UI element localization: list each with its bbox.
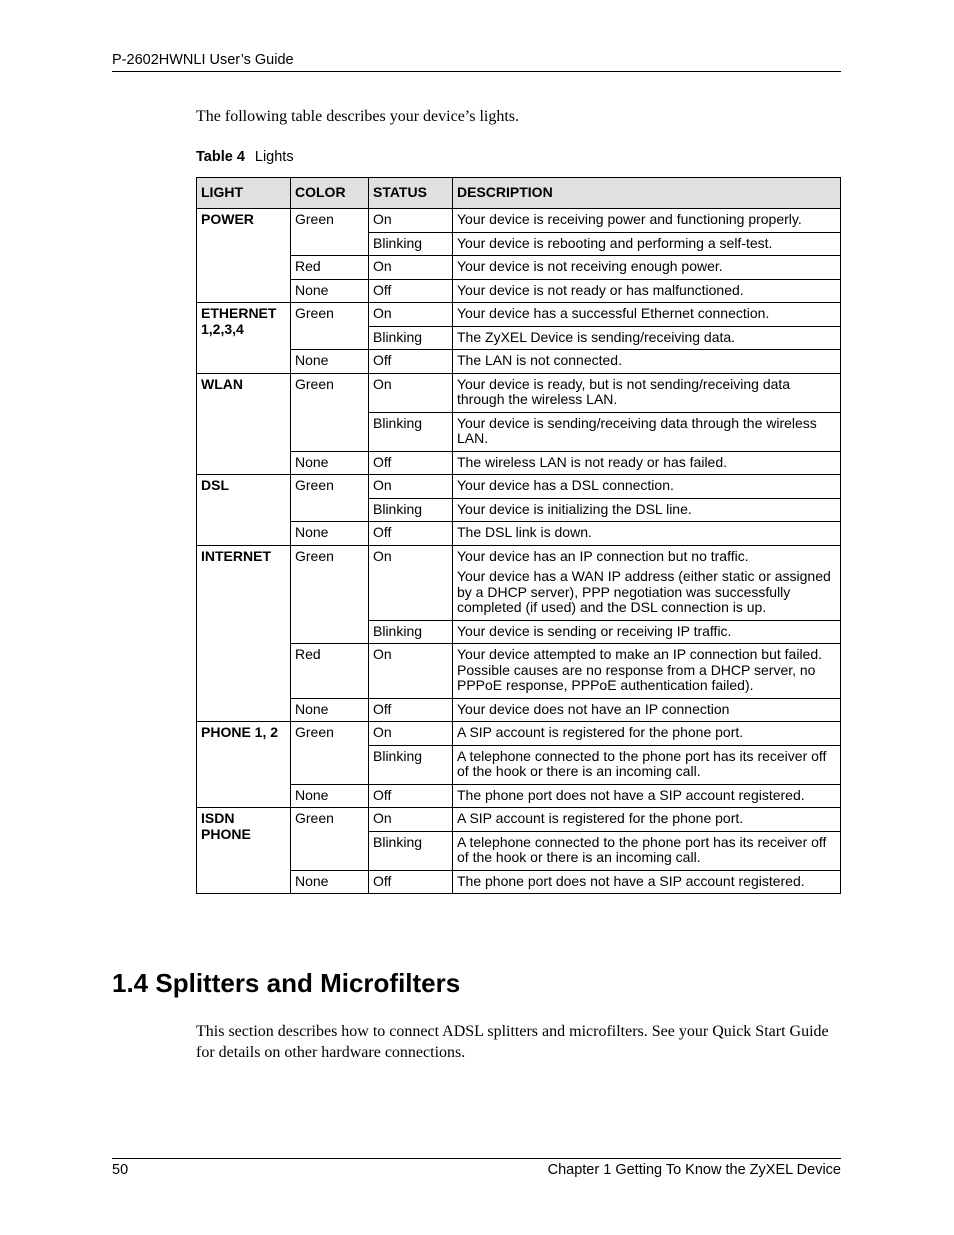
- color-cell: Green: [291, 209, 369, 256]
- table-row: [197, 256, 841, 280]
- table-row: [197, 644, 841, 699]
- description-cell: [453, 350, 841, 374]
- status-cell: Blinking: [369, 326, 453, 350]
- table-row: [197, 870, 841, 894]
- table-row: [197, 303, 841, 327]
- status-cell: Off: [369, 350, 453, 374]
- table-row: [197, 475, 841, 499]
- status-cell: Off: [369, 451, 453, 475]
- table-row: [197, 522, 841, 546]
- table-row: [197, 451, 841, 475]
- color-cell: Red: [291, 644, 369, 699]
- description-cell: [453, 451, 841, 475]
- status-cell: Off: [369, 784, 453, 808]
- table-row: [197, 350, 841, 374]
- header-status: STATUS: [369, 178, 453, 209]
- description-text: Your device attempted to make an IP connection but failed. Possible causes are no response from a DHCP server, no PPPoE response, PPPoE authentication failed).: [457, 646, 823, 693]
- footer-chapter-title: Chapter 1 Getting To Know the ZyXEL Device: [547, 1162, 841, 1178]
- description-text: A telephone connected to the phone port has its receiver off of the hook or there is an incoming call.: [457, 747, 827, 779]
- description-cell: [453, 698, 841, 722]
- description-cell: [453, 545, 841, 620]
- description-cell: [453, 808, 841, 832]
- table-caption: [196, 149, 294, 165]
- description-text: Your device is rebooting and performing a self-test.: [457, 234, 773, 251]
- description-text: A SIP account is registered for the phone port.: [457, 724, 744, 740]
- description-text: Your device has an IP connection but no traffic.: [457, 547, 749, 564]
- color-cell: None: [291, 350, 369, 374]
- description-text: The wireless LAN is not ready or has failed.: [457, 453, 728, 470]
- description-text: Your device has a successful Ethernet connection.: [457, 305, 770, 321]
- description-text: Your device has a DSL connection.: [457, 477, 674, 493]
- lights-table: [196, 177, 841, 894]
- description-text: Your device is sending or receiving IP traffic.: [457, 622, 732, 639]
- light-name-cell: POWER: [197, 209, 291, 303]
- header-color: COLOR: [291, 178, 369, 209]
- description-cell: [453, 326, 841, 350]
- status-cell: Blinking: [369, 831, 453, 870]
- table-row: [197, 722, 841, 746]
- description-cell: [453, 232, 841, 256]
- color-cell: Green: [291, 808, 369, 871]
- table-row: [197, 545, 841, 620]
- color-cell: None: [291, 522, 369, 546]
- status-cell: On: [369, 808, 453, 832]
- description-text: The ZyXEL Device is sending/receiving data.: [457, 328, 736, 345]
- description-text: Your device is not receiving enough power.: [457, 258, 723, 274]
- status-cell: Blinking: [369, 745, 453, 784]
- light-name-cell: INTERNET: [197, 545, 291, 722]
- description-text: Your device is initializing the DSL line.: [457, 500, 692, 517]
- description-cell: [453, 498, 841, 522]
- description-cell: [453, 256, 841, 280]
- lights-table-body: [197, 209, 841, 894]
- status-cell: Off: [369, 698, 453, 722]
- description-cell: [453, 870, 841, 894]
- description-cell: [453, 620, 841, 644]
- description-text: Your device is receiving power and functioning properly.: [457, 211, 802, 227]
- description-cell: [453, 412, 841, 451]
- table-row: [197, 279, 841, 303]
- status-cell: Off: [369, 522, 453, 546]
- status-cell: Blinking: [369, 620, 453, 644]
- description-text: The LAN is not connected.: [457, 352, 622, 368]
- page-header-title: P-2602HWNLI User’s Guide: [112, 52, 294, 68]
- description-text: Your device does not have an IP connection: [457, 700, 730, 717]
- table-row: [197, 373, 841, 412]
- light-name-cell: ETHERNET 1,2,3,4: [197, 303, 291, 374]
- description-text: The phone port does not have a SIP account registered.: [457, 872, 805, 889]
- description-cell: [453, 745, 841, 784]
- status-cell: On: [369, 303, 453, 327]
- status-cell: On: [369, 722, 453, 746]
- section-paragraph: This section describes how to connect ADSL splitters and microfilters. See your Quick Start Guide for details on other hardware connections.: [196, 1023, 829, 1061]
- description-text: Your device has a WAN IP address (either static or assigned by a DHCP server), PPP negotiation was successfully completed (if used) and the DSL connection is up.: [457, 568, 831, 615]
- color-cell: Green: [291, 545, 369, 644]
- status-cell: On: [369, 256, 453, 280]
- intro-paragraph: The following table describes your device’s lights.: [196, 108, 520, 125]
- description-cell: [453, 209, 841, 233]
- status-cell: On: [369, 644, 453, 699]
- light-name-cell: PHONE 1, 2: [197, 722, 291, 808]
- description-text: A telephone connected to the phone port has its receiver off of the hook or there is an incoming call.: [457, 833, 827, 865]
- description-cell: [453, 475, 841, 499]
- section-heading: 1.4 Splitters and Microfilters: [112, 968, 461, 998]
- description-text: Your device is ready, but is not sending/receiving data through the wireless LAN.: [457, 375, 791, 407]
- status-cell: Blinking: [369, 232, 453, 256]
- status-cell: Blinking: [369, 498, 453, 522]
- description-text: A SIP account is registered for the phone port.: [457, 810, 744, 826]
- color-cell: None: [291, 451, 369, 475]
- description-cell: [453, 279, 841, 303]
- table-row: [197, 808, 841, 832]
- light-name-cell: DSL: [197, 475, 291, 546]
- status-cell: Off: [369, 279, 453, 303]
- description-cell: [453, 784, 841, 808]
- table-caption-label: Table 4: [196, 149, 245, 165]
- table-row: [197, 698, 841, 722]
- table-row: [197, 784, 841, 808]
- color-cell: None: [291, 784, 369, 808]
- status-cell: On: [369, 373, 453, 412]
- color-cell: Red: [291, 256, 369, 280]
- status-cell: Blinking: [369, 412, 453, 451]
- description-cell: [453, 522, 841, 546]
- description-cell: [453, 831, 841, 870]
- color-cell: None: [291, 279, 369, 303]
- description-cell: [453, 644, 841, 699]
- header-description: DESCRIPTION: [453, 178, 841, 209]
- description-text: The phone port does not have a SIP account registered.: [457, 786, 805, 803]
- table-row: [197, 209, 841, 233]
- color-cell: Green: [291, 475, 369, 522]
- description-cell: [453, 303, 841, 327]
- description-text: Your device is not ready or has malfunctioned.: [457, 281, 744, 298]
- description-text: Your device is sending/receiving data through the wireless LAN.: [457, 414, 817, 446]
- color-cell: Green: [291, 373, 369, 451]
- status-cell: On: [369, 545, 453, 620]
- status-cell: On: [369, 475, 453, 499]
- description-cell: [453, 373, 841, 412]
- status-cell: Off: [369, 870, 453, 894]
- description-text: The DSL link is down.: [457, 524, 592, 540]
- header-divider: [112, 71, 841, 72]
- table-header-row: [197, 178, 841, 209]
- table-caption-title: Lights: [254, 149, 294, 165]
- color-cell: None: [291, 870, 369, 894]
- color-cell: None: [291, 698, 369, 722]
- status-cell: On: [369, 209, 453, 233]
- color-cell: Green: [291, 722, 369, 785]
- light-name-cell: ISDN PHONE: [197, 808, 291, 894]
- color-cell: Green: [291, 303, 369, 350]
- header-light: LIGHT: [197, 178, 291, 209]
- description-cell: [453, 722, 841, 746]
- footer-divider: [112, 1158, 841, 1159]
- page-number: 50: [112, 1162, 129, 1178]
- light-name-cell: WLAN: [197, 373, 291, 475]
